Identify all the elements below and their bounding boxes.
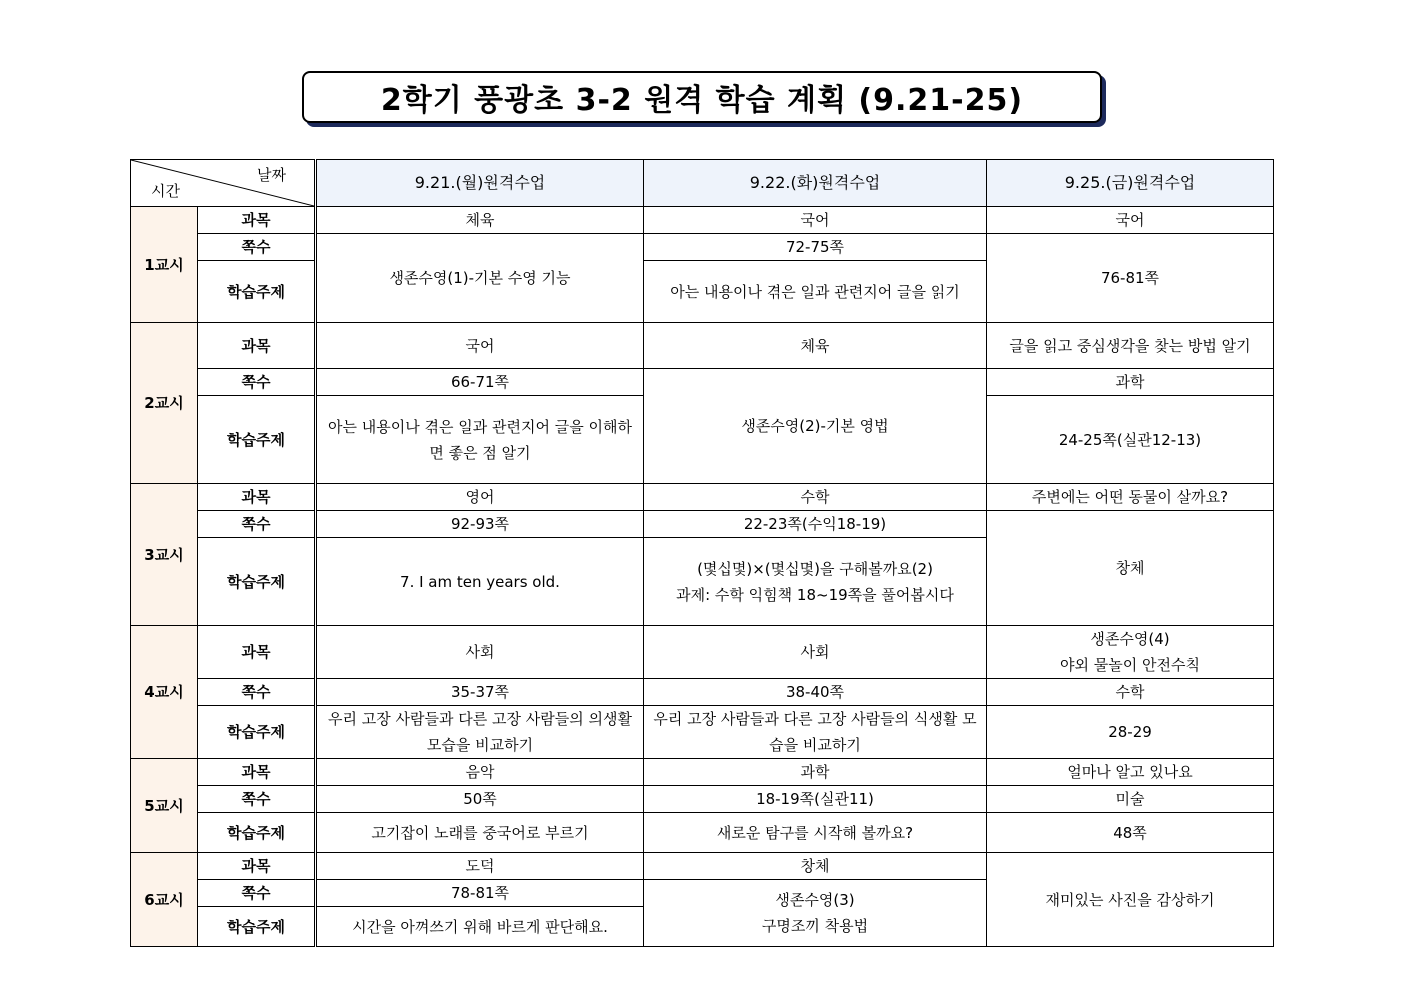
table-row — [131, 679, 1274, 706]
corner-time-label: 시간 — [151, 182, 180, 200]
p3-d1-subject: 영어 — [316, 484, 644, 511]
pages-label: 쪽수 — [198, 234, 316, 261]
p4-d1-subject: 사회 — [316, 626, 644, 679]
p1-d1-subject: 체육 — [316, 207, 644, 234]
corner-cell — [131, 160, 316, 207]
table-row — [131, 511, 1274, 538]
p1-d1-topic: 생존수영(1)-기본 수영 기능 — [316, 234, 644, 323]
subject-label: 과목 — [198, 626, 316, 679]
table-row — [131, 759, 1274, 786]
p5-d2-subject: 과학 — [644, 759, 987, 786]
p4-d3-topic-prev — [987, 626, 1274, 679]
pages-label: 쪽수 — [198, 880, 316, 907]
p5-d1-subject: 음악 — [316, 759, 644, 786]
p6-d1-pages: 78-81쪽 — [316, 880, 644, 907]
day-header-1: 9.21.(월)원격수업 — [316, 160, 644, 207]
p6-d2-topic-line-1: 생존수영(3) — [775, 891, 855, 909]
pages-label: 쪽수 — [198, 369, 316, 396]
p1-d3-subject: 국어 — [987, 207, 1274, 234]
topic-label: 학습주제 — [198, 261, 316, 323]
period-3-label: 3교시 — [131, 484, 198, 626]
p5-d1-pages: 50쪽 — [316, 786, 644, 813]
topic-label: 학습주제 — [198, 706, 316, 759]
p2-d1-pages: 66-71쪽 — [316, 369, 644, 396]
p1-d2-topic: 아는 내용이나 겪은 일과 관련지어 글을 읽기 — [644, 261, 987, 323]
table-row — [131, 323, 1274, 369]
p4-d2-pages: 38-40쪽 — [644, 679, 987, 706]
day-header-2: 9.22.(화)원격수업 — [644, 160, 987, 207]
p5-d2-pages: 18-19쪽(실관11) — [644, 786, 987, 813]
p6-d2-topic — [644, 880, 987, 947]
p4-d2-topic: 우리 고장 사람들과 다른 고장 사람들의 식생활 모습을 비교하기 — [644, 706, 987, 759]
p3-d2-topic-line-1: (몇십몇)×(몇십몇)을 구해볼까요(2) — [697, 559, 933, 578]
p2-d1-subject: 국어 — [316, 323, 644, 369]
subject-label: 과목 — [198, 759, 316, 786]
day-header-3: 9.25.(금)원격수업 — [987, 160, 1274, 207]
p6-d3-topic: 재미있는 사진을 감상하기 — [987, 853, 1274, 947]
subject-label: 과목 — [198, 207, 316, 234]
subject-label: 과목 — [198, 484, 316, 511]
p4-d3-topic-prev-line-1: 생존수영(4) — [1090, 630, 1170, 648]
p5-d3-topic-prev: 얼마나 알고 있나요 — [987, 759, 1274, 786]
p1-d2-subject: 국어 — [644, 207, 987, 234]
table-row — [131, 207, 1274, 234]
period-6-label: 6교시 — [131, 853, 198, 947]
period-2-label: 2교시 — [131, 323, 198, 484]
p2-d3-subject: 과학 — [987, 369, 1274, 396]
p6-d1-topic: 시간을 아껴쓰기 위해 바르게 판단해요. — [316, 907, 644, 947]
topic-label: 학습주제 — [198, 907, 316, 947]
p3-d2-topic-line-2: 과제: 수학 익힘책 18~19쪽을 풀어봅시다 — [676, 585, 954, 604]
p2-d3-topic-prev: 글을 읽고 중심생각을 찾는 방법 알기 — [987, 323, 1274, 369]
table-row — [131, 626, 1274, 679]
p4-d3-pages: 28-29 — [987, 706, 1274, 759]
p1-d3-pages: 76-81쪽 — [987, 234, 1274, 323]
table-row — [131, 786, 1274, 813]
corner-date-label: 날짜 — [257, 166, 286, 184]
table-row — [131, 234, 1274, 261]
p4-d1-pages: 35-37쪽 — [316, 679, 644, 706]
subject-label: 과목 — [198, 853, 316, 880]
topic-label: 학습주제 — [198, 538, 316, 626]
p5-d2-topic: 새로운 탐구를 시작해 볼까요? — [644, 813, 987, 853]
p3-d2-pages: 22-23쪽(수익18-19) — [644, 511, 987, 538]
table-header-row — [131, 160, 1274, 207]
p1-d2-pages: 72-75쪽 — [644, 234, 987, 261]
p3-d2-subject: 수학 — [644, 484, 987, 511]
table-row — [131, 369, 1274, 396]
p5-d1-topic: 고기잡이 노래를 중국어로 부르기 — [316, 813, 644, 853]
p2-d2-topic: 생존수영(2)-기본 영법 — [644, 369, 987, 484]
pages-label: 쪽수 — [198, 786, 316, 813]
table-row — [131, 813, 1274, 853]
p2-d2-subject: 체육 — [644, 323, 987, 369]
p3-d3-topic-prev: 주변에는 어떤 동물이 살까요? — [987, 484, 1274, 511]
p4-d2-subject: 사회 — [644, 626, 987, 679]
period-4-label: 4교시 — [131, 626, 198, 759]
p3-d2-topic — [644, 538, 987, 626]
subject-label: 과목 — [198, 323, 316, 369]
p5-d3-pages: 48쪽 — [987, 813, 1274, 853]
p3-d1-topic: 7. I am ten years old. — [316, 538, 644, 626]
p4-d1-topic: 우리 고장 사람들과 다른 고장 사람들의 의생활 모습을 비교하기 — [316, 706, 644, 759]
topic-label: 학습주제 — [198, 813, 316, 853]
p5-d3-subject: 미술 — [987, 786, 1274, 813]
period-5-label: 5교시 — [131, 759, 198, 853]
topic-label: 학습주제 — [198, 396, 316, 484]
p6-d2-topic-line-2: 구명조끼 착용법 — [761, 917, 869, 935]
p4-d3-topic-prev-line-2: 야외 물놀이 안전수칙 — [1060, 656, 1200, 674]
p6-d1-subject: 도덕 — [316, 853, 644, 880]
p3-d3-subject: 창체 — [987, 511, 1274, 626]
period-1-label: 1교시 — [131, 207, 198, 323]
p4-d3-subject: 수학 — [987, 679, 1274, 706]
p3-d1-pages: 92-93쪽 — [316, 511, 644, 538]
table-row — [131, 853, 1274, 880]
page-title: 2학기 풍광초 3-2 원격 학습 계획 (9.21-25) — [302, 71, 1102, 123]
p2-d1-topic: 아는 내용이나 겪은 일과 관련지어 글을 이해하면 좋은 점 알기 — [316, 396, 644, 484]
table-row — [131, 706, 1274, 759]
table-row — [131, 484, 1274, 511]
pages-label: 쪽수 — [198, 679, 316, 706]
p6-d2-subject: 창체 — [644, 853, 987, 880]
schedule-table — [130, 159, 1274, 947]
pages-label: 쪽수 — [198, 511, 316, 538]
p2-d3-pages: 24-25쪽(실관12-13) — [987, 396, 1274, 484]
